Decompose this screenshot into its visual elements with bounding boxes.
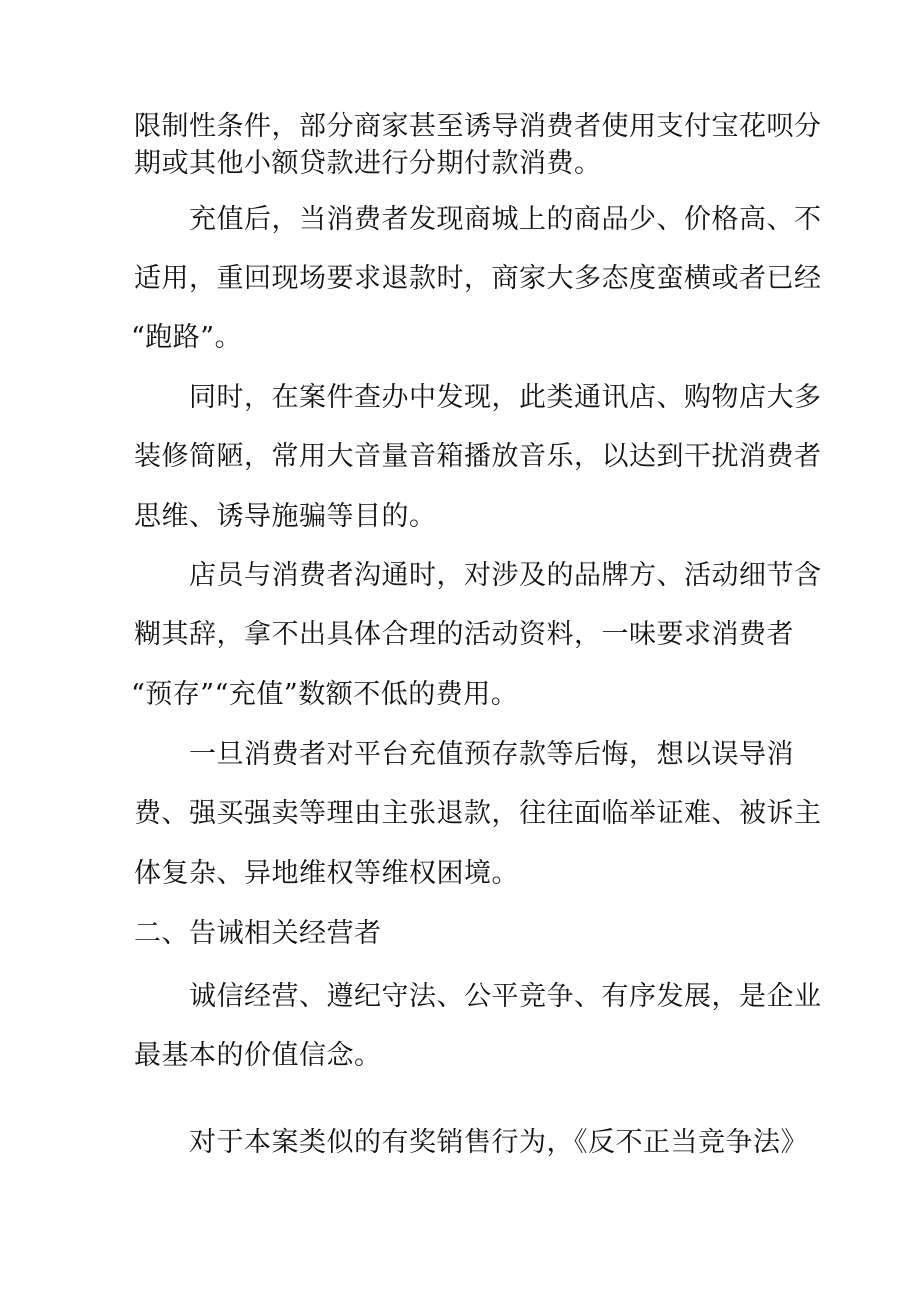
paragraph-5-line-2: 费、强买强卖等理由主张退款，往往面临举证难、被诉主 bbox=[134, 798, 822, 829]
paragraph-6-line-1: 诚信经营、遵纪守法、公平竞争、有序发展，是企业 bbox=[189, 981, 822, 1012]
paragraph-4-line-2: 糊其辞，拿不出具体合理的活动资料，一味要求消费者 bbox=[134, 619, 794, 650]
paragraph-2-line-3: “跑路”。 bbox=[131, 322, 243, 353]
paragraph-5-line-3: 体复杂、异地维权等维权困境。 bbox=[134, 858, 519, 889]
paragraph-4-line-3: “预存”“充值”数额不低的费用。 bbox=[131, 679, 519, 710]
paragraph-5-line-1: 一旦消费者对平台充值预存款等后悔，想以误导消 bbox=[189, 739, 794, 770]
paragraph-3-line-2: 装修简陋，常用大音量音箱播放音乐，以达到干扰消费者 bbox=[134, 441, 822, 472]
paragraph-6-line-2: 最基本的价值信念。 bbox=[134, 1040, 382, 1071]
paragraph-1-line-1: 限制性条件，部分商家甚至诱导消费者使用支付宝花呗分 bbox=[134, 111, 822, 142]
paragraph-2-line-2: 适用，重回现场要求退款时，商家大多态度蛮横或者已经 bbox=[134, 263, 822, 294]
paragraph-4-line-1: 店员与消费者沟通时，对涉及的品牌方、活动细节含 bbox=[189, 560, 822, 591]
paragraph-1-line-2: 期或其他小额贷款进行分期付款消费。 bbox=[134, 148, 602, 179]
paragraph-3-line-3: 思维、诱导施骗等目的。 bbox=[134, 501, 437, 532]
paragraph-3-line-1: 同时，在案件查办中发现，此类通讯店、购物店大多 bbox=[189, 382, 822, 413]
paragraph-7-line-1: 对于本案类似的有奖销售行为，《反不正当竞争法》 bbox=[189, 1127, 808, 1158]
section-heading: 二、告诫相关经营者 bbox=[134, 918, 382, 949]
paragraph-2-line-1: 充值后，当消费者发现商城上的商品少、价格高、不 bbox=[189, 204, 822, 235]
